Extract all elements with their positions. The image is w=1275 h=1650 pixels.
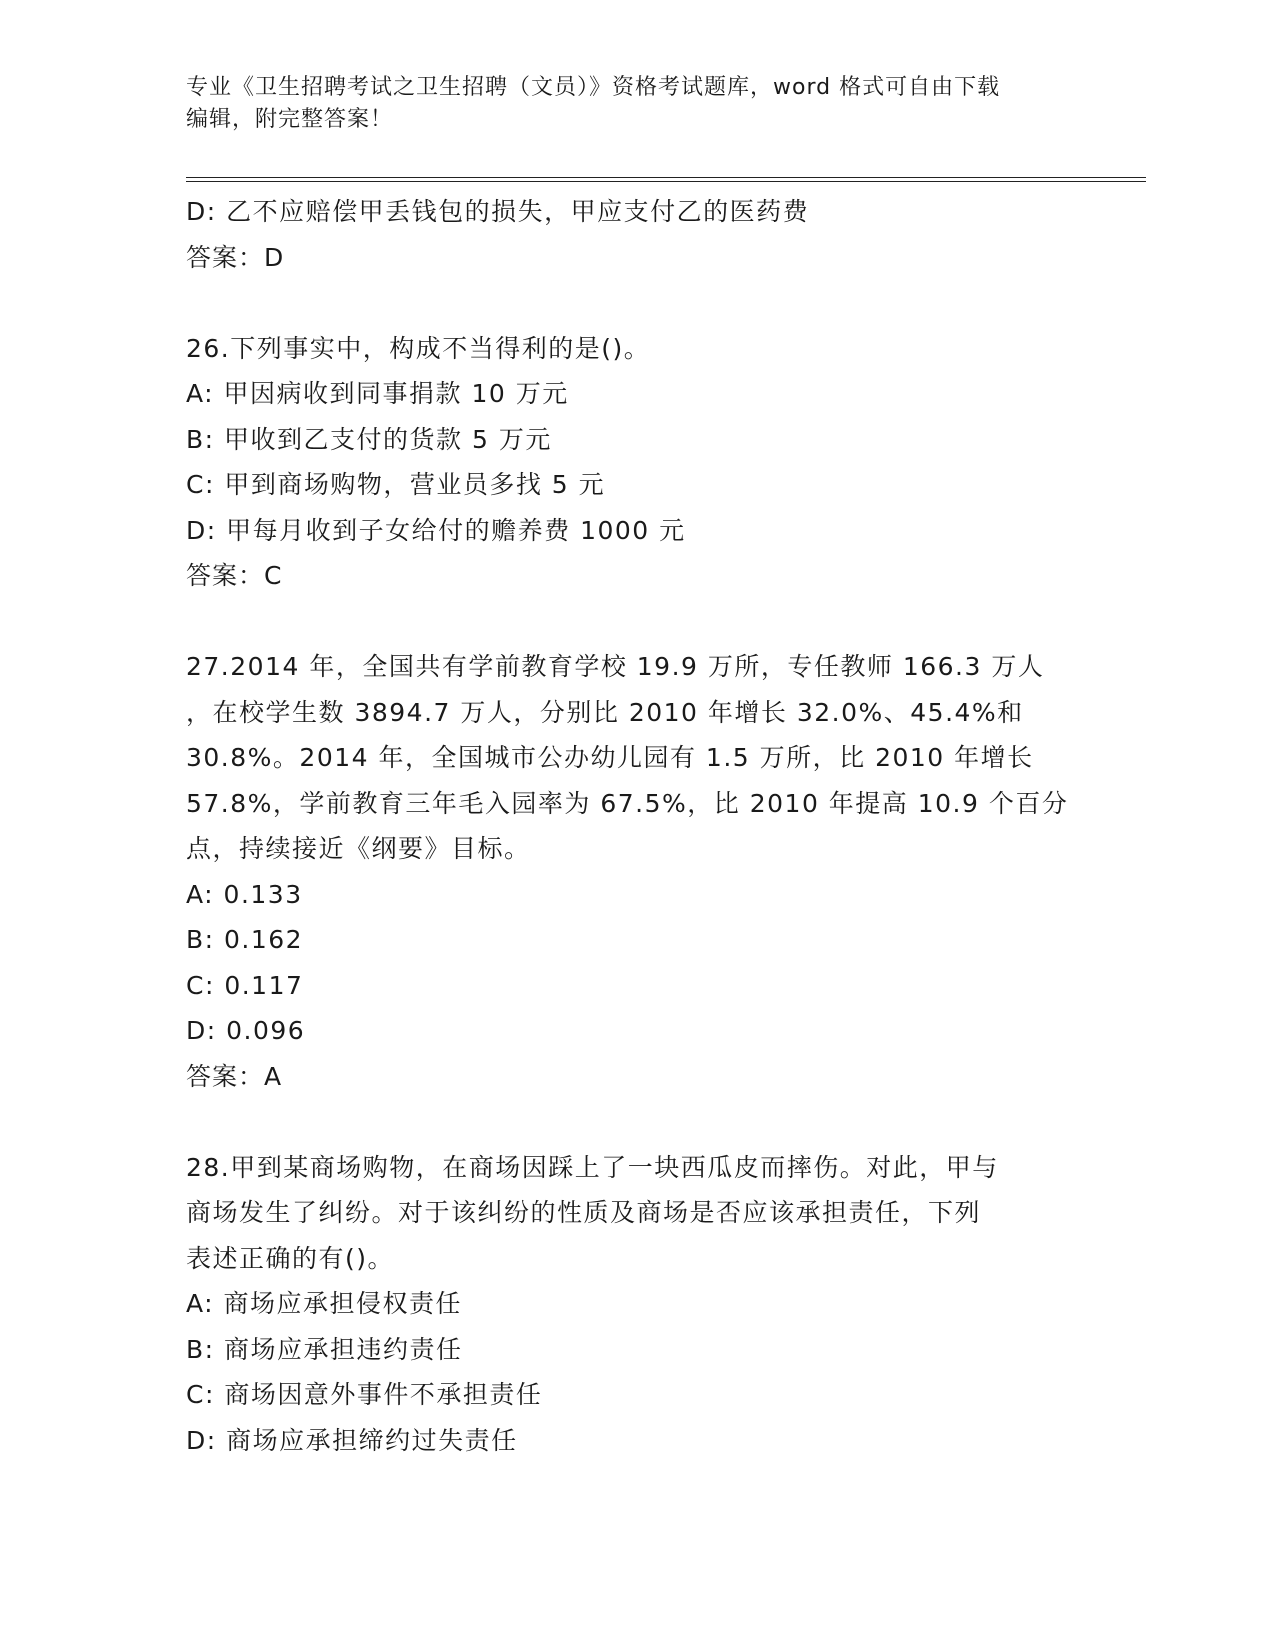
q25-answer: 答案：D xyxy=(186,242,285,272)
spacer xyxy=(186,599,1086,645)
q27-stem-line-5: 点，持续接近《纲要》目标。 xyxy=(186,834,531,863)
q28-stem-line-1: 28.甲到某商场购物，在商场因踩上了一块西瓜皮而摔伤。对此，甲与 xyxy=(186,1152,999,1182)
document-header xyxy=(186,72,1066,136)
q26-option-a: A: 甲因病收到同事捐款 10 万元 xyxy=(186,379,569,408)
header-divider-bottom xyxy=(186,181,1146,182)
q27-stem-line-4: 57.8%，学前教育三年毛入园率为 67.5%，比 2010 年提高 10.9 个百分 xyxy=(186,788,1069,818)
q25-option-d: D: 乙不应赔偿甲丢钱包的损失，甲应支付乙的医药费 xyxy=(186,197,810,226)
q28-option-d: D: 商场应承担缔约过失责任 xyxy=(186,1425,518,1455)
question-26 xyxy=(186,326,1086,599)
q27-option-d: D: 0.096 xyxy=(186,1016,306,1045)
q28-stem-line-2: 商场发生了纠纷。对于该纠纷的性质及商场是否应该承担责任，下列 xyxy=(186,1198,982,1227)
q28-option-b: B: 商场应承担违约责任 xyxy=(186,1334,463,1364)
q27-stem-line-2: ，在校学生数 3894.7 万人，分别比 2010 年增长 32.0%、45.4%和 xyxy=(186,697,1024,727)
question-27 xyxy=(186,644,1086,1099)
q26-stem: 26.下列事实中，构成不当得利的是()。 xyxy=(186,333,651,363)
q27-stem-line-1: 27.2014 年，全国共有学前教育学校 19.9 万所，专任教师 166.3 万人 xyxy=(186,652,1045,681)
q28-option-a: A: 商场应承担侵权责任 xyxy=(186,1289,463,1318)
q26-option-d: D: 甲每月收到子女给付的赡养费 1000 元 xyxy=(186,515,686,545)
q28-stem-line-3: 表述正确的有()。 xyxy=(186,1243,395,1273)
q26-answer: 答案：C xyxy=(186,561,283,590)
q26-option-b: B: 甲收到乙支付的货款 5 万元 xyxy=(186,424,552,454)
q26-option-c: C: 甲到商场购物，营业员多找 5 元 xyxy=(186,470,606,499)
q27-answer: 答案：A xyxy=(186,1061,283,1091)
header-line-2: 编辑，附完整答案！ xyxy=(186,107,394,132)
question-28 xyxy=(186,1145,1086,1464)
header-divider-top xyxy=(186,177,1146,178)
header-line-1: 专业《卫生招聘考试之卫生招聘（文员）》资格考试题库，word 格式可自由下载 xyxy=(186,75,1001,100)
q28-option-c: C: 商场因意外事件不承担责任 xyxy=(186,1380,543,1409)
q27-option-b: B: 0.162 xyxy=(186,925,304,954)
spacer xyxy=(186,280,1086,326)
q27-option-c: C: 0.117 xyxy=(186,970,304,1000)
question-25 xyxy=(186,189,1086,280)
spacer xyxy=(186,1099,1086,1145)
question-content xyxy=(186,189,1086,1463)
q27-option-a: A: 0.133 xyxy=(186,879,303,909)
q27-stem-line-3: 30.8%。2014 年，全国城市公办幼儿园有 1.5 万所，比 2010 年增长 xyxy=(186,743,1034,772)
